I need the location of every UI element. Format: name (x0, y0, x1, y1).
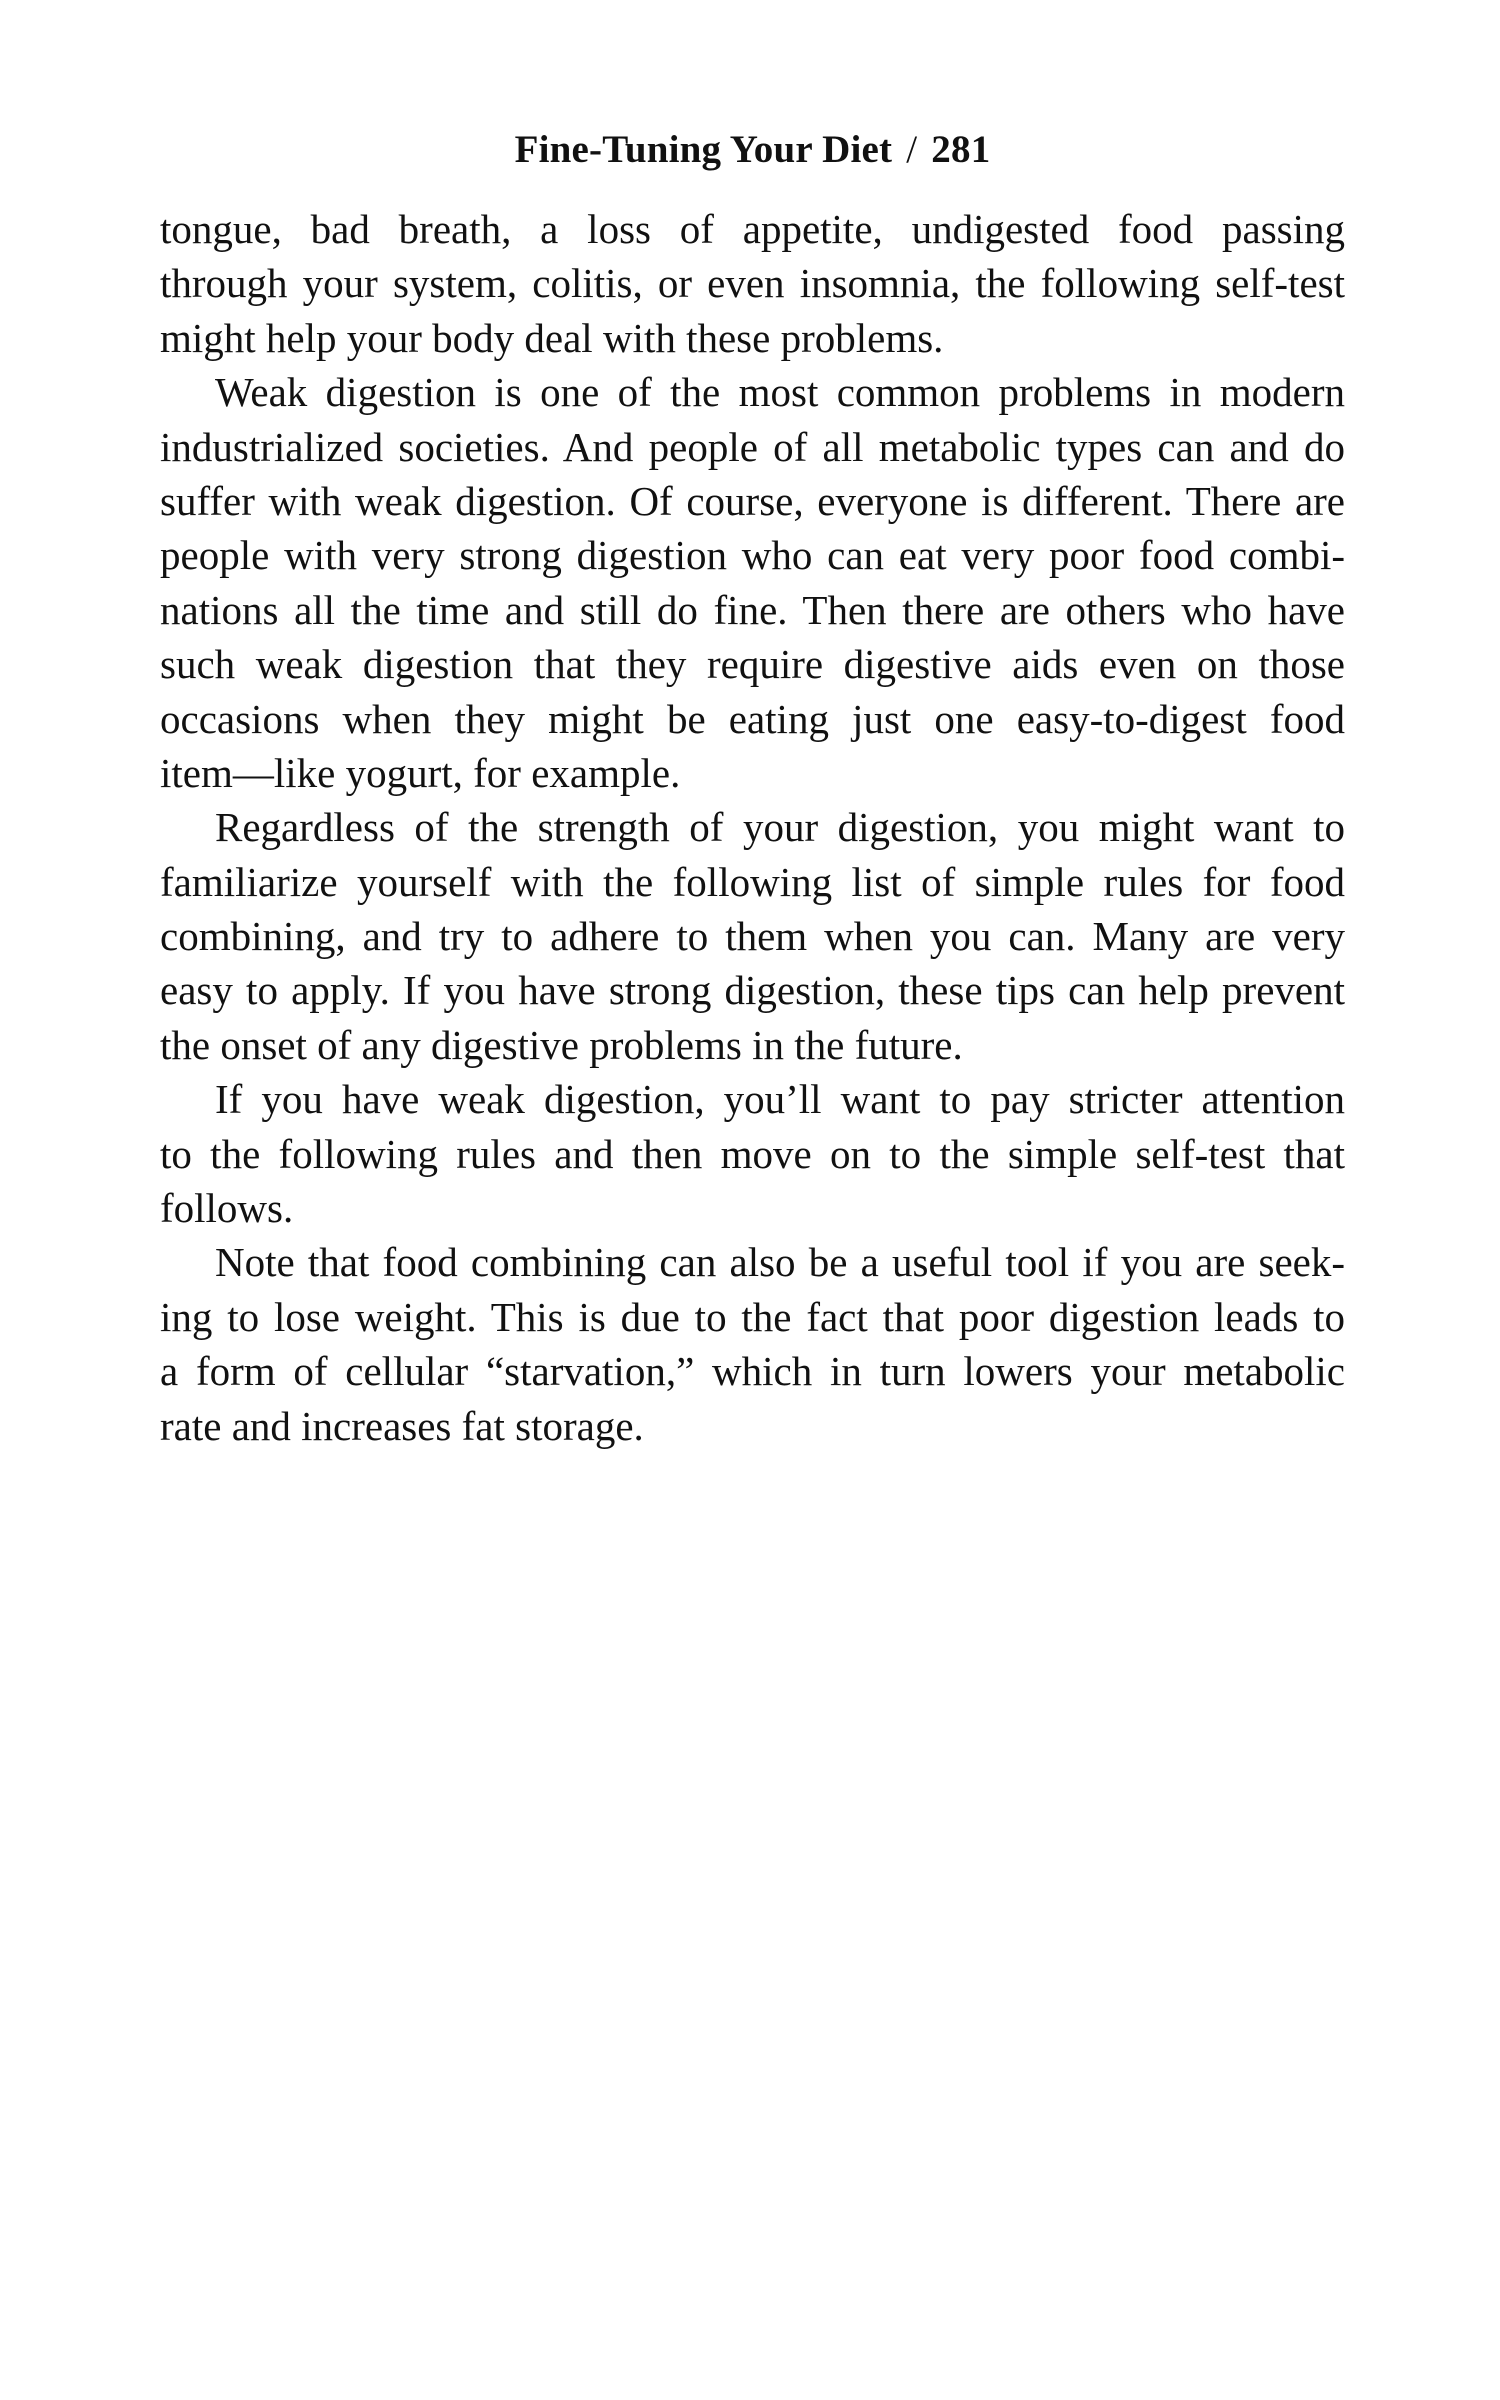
running-head-separator: / (906, 128, 918, 171)
text-line: such weak digestion that they require digestive aids even on those (160, 641, 1345, 688)
text-line: Weak digestion is one of the most common problems in modern (215, 369, 1345, 416)
text-line: familiarize yourself with the following list of simple rules for food (160, 858, 1345, 905)
text-line: might help your body deal with these problems. (160, 314, 944, 361)
paragraph-4 (160, 1072, 1345, 1235)
body-text (160, 202, 1345, 1453)
text-line: If you have weak digestion, you’ll want to pay stricter attention (215, 1076, 1345, 1123)
text-line: occasions when they might be eating just one easy-to-digest food (160, 695, 1345, 742)
text-line: combining, and try to adhere to them when you can. Many are very (160, 913, 1345, 960)
text-line: follows. (160, 1185, 294, 1232)
paragraph-5 (160, 1235, 1345, 1453)
text-line: ing to lose weight. This is due to the fact that poor digestion leads to (160, 1293, 1345, 1340)
text-line: item—like yogurt, for example. (160, 749, 681, 796)
running-head (160, 128, 1345, 172)
running-head-title: Fine-Tuning Your Diet (514, 128, 893, 171)
text-line: tongue, bad breath, a loss of appetite, undigested food passing (160, 206, 1345, 252)
text-line: industrialized societies. And people of all metabolic types can and do (160, 423, 1345, 470)
text-line: to the following rules and then move on to the simple self-test that (160, 1130, 1345, 1177)
text-line: the onset of any digestive problems in the future. (160, 1021, 963, 1068)
text-line: nations all the time and still do fine. Then there are others who have (160, 586, 1345, 633)
text-line: easy to apply. If you have strong digestion, these tips can help prevent (160, 967, 1345, 1014)
paragraph-1 (160, 202, 1345, 365)
paragraph-3 (160, 800, 1345, 1072)
text-line: people with very strong digestion who can eat very poor food combi- (160, 532, 1345, 579)
text-line: Regardless of the strength of your digestion, you might want to (215, 804, 1345, 851)
text-line: through your system, colitis, or even insomnia, the following self-test (160, 260, 1345, 307)
page-number: 281 (931, 128, 991, 171)
paragraph-2 (160, 365, 1345, 800)
text-line: a form of cellular “starvation,” which in turn lowers your metabolic (160, 1348, 1345, 1395)
text-line: suffer with weak digestion. Of course, everyone is different. There are (160, 477, 1345, 524)
text-line: rate and increases fat storage. (160, 1402, 644, 1449)
text-line: Note that food combining can also be a useful tool if you are seek- (215, 1239, 1345, 1286)
